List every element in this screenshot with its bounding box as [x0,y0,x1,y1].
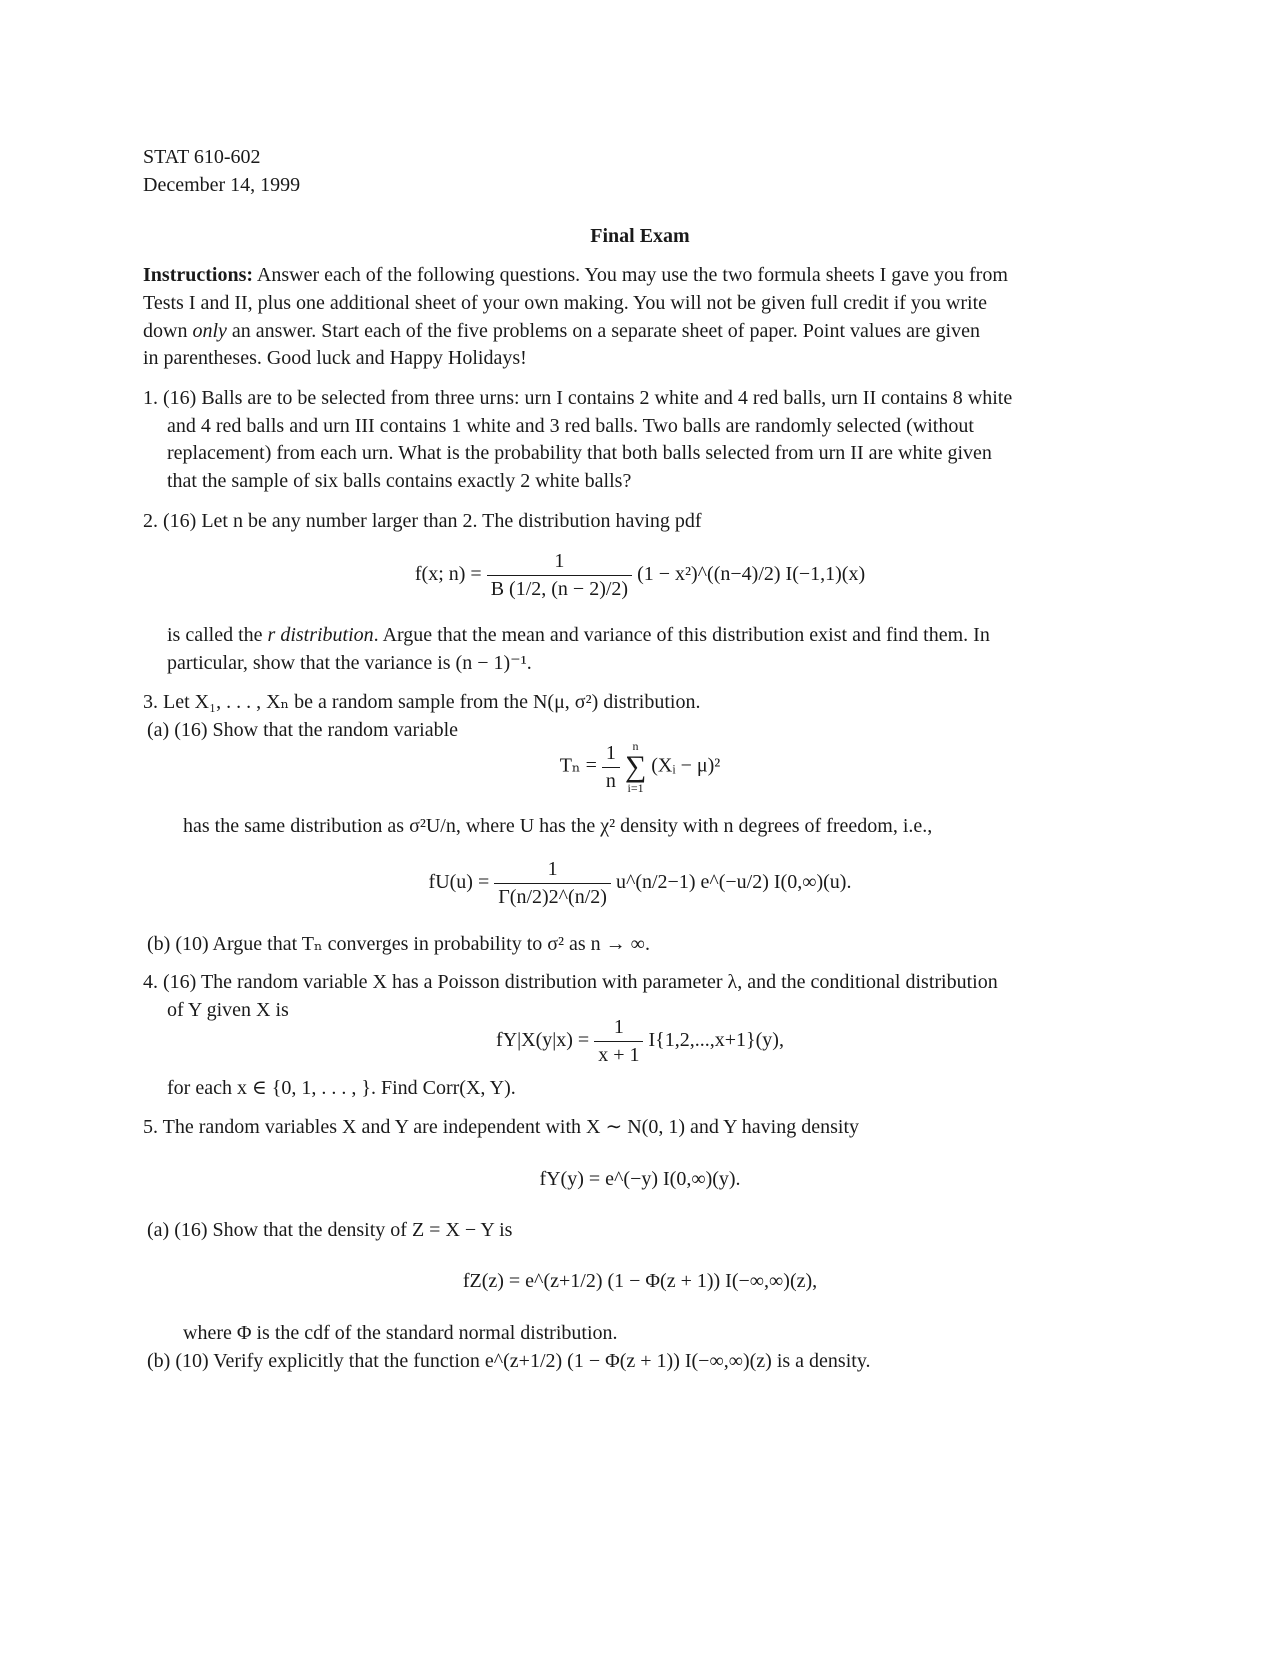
problem-3-line-1: 3. Let X₁, . . . , Xₙ be a random sample from the N(μ, σ²) distribution. [143,691,701,713]
instructions-text-1: Answer each of the following questions. You may use the two formula sheets I gave you from [256,264,1008,286]
problem-5-line-1: 5. The random variables X and Y are independent with X ∼ N(0, 1) and Y having density [143,1116,860,1138]
instructions-text-3a: down [143,320,193,342]
problem-1-line-2: and 4 red balls and urn III contains 1 white and 3 red balls. Two balls are randomly selected (without [167,415,974,437]
problem-2-line-1: 2. (16) Let n be any number larger than 2. The distribution having pdf [143,510,702,532]
problem-3-equation-2 [0,858,1280,909]
eq-denominator: Γ(n/2)2^(n/2) [498,886,607,908]
problem-3a-line-2: has the same distribution as σ²U/n, where U has the χ² density with n degrees of freedom, i.e., [183,815,933,837]
problem-5b-line: (b) (10) Verify explicitly that the function e^(z+1/2) (1 − Φ(z + 1)) I(−∞,∞)(z) is a density. [147,1350,871,1372]
eq-fraction [487,550,632,601]
eq-fraction [594,1016,643,1067]
problem-1-line-1: 1. (16) Balls are to be selected from three urns: urn I contains 2 white and 4 red balls, urn II contains 8 white [143,387,1013,409]
instructions-line-1 [143,264,1280,286]
exam-title: Final Exam [590,225,690,247]
instructions-label: Instructions: [143,264,254,286]
problem-2-line-3: particular, show that the variance is (n − 1)⁻¹. [167,652,532,674]
course-code: STAT 610-602 [143,146,261,168]
eq-numerator: 1 [487,550,632,576]
problem-3a-line-1: (a) (16) Show that the random variable [147,719,459,741]
problem-4-line-3: for each x ∈ {0, 1, . . . , }. Find Corr(X, Y). [167,1077,516,1099]
problem-5-equation-1: fY(y) = e^(−y) I(0,∞)(y). [539,1168,741,1190]
problem-2-line-2 [167,624,1280,646]
eq-lhs: Tₙ = [559,754,597,777]
problem-5a-line-2: where Φ is the cdf of the standard normal distribution. [183,1322,618,1344]
problem-2-text-b: . Argue that the mean and variance of this distribution exist and find them. In [373,624,990,646]
eq-rhs: I{1,2,...,x+1}(y), [648,1029,784,1052]
eq-lhs: fU(u) = [428,871,490,894]
problem-5a-line: (a) (16) Show that the density of Z = X − Y is [147,1219,513,1241]
problem-4-line-2: of Y given X is [167,999,289,1021]
eq-lhs: f(x; n) = [414,563,482,586]
problem-4-equation [0,1016,1280,1067]
eq-lhs: fY|X(y|x) = [496,1029,590,1052]
problem-1-line-3: replacement) from each urn. What is the probability that both balls selected from urn II are white given [167,442,992,464]
sum-upper-limit: n [632,739,639,753]
eq-numerator: 1 [494,858,611,884]
sigma-icon: ∑ [624,750,647,783]
instructions-line-4: in parentheses. Good luck and Happy Holidays! [143,347,527,369]
problem-3b-line: (b) (10) Argue that Tₙ converges in probability to σ² as n → ∞. [147,933,650,955]
eq-rhs: (Xᵢ − μ)² [651,754,721,777]
sum-symbol [625,740,646,794]
eq-denominator: B (1/2, (n − 2)/2) [490,578,629,600]
eq-fraction [602,742,620,793]
problem-2-equation [0,550,1280,601]
instructions-text-3b: an answer. Start each of the five problems on a separate sheet of paper. Point values are given [226,320,980,342]
problem-3-equation-1 [0,740,1280,794]
eq-denominator: x + 1 [598,1044,640,1066]
problem-4-line-1: 4. (16) The random variable X has a Poisson distribution with parameter λ, and the conditional distribution [143,971,998,993]
eq-numerator: 1 [594,1016,643,1042]
eq-numerator: 1 [602,742,620,768]
sum-lower-limit: i=1 [627,781,644,795]
exam-date: December 14, 1999 [143,174,301,196]
problem-2-emphasis: r distribution [267,624,374,646]
instructions-line-2: Tests I and II, plus one additional sheet of your own making. You will not be given full credit if you write [143,292,988,314]
instructions-emphasis: only [192,320,227,342]
eq-fraction [494,858,611,909]
problem-5-equation-2: fZ(z) = e^(z+1/2) (1 − Φ(z + 1)) I(−∞,∞)(z), [462,1270,818,1292]
problem-2-text-a: is called the [167,624,268,646]
eq-denominator: n [605,769,616,792]
problem-1-line-4: that the sample of six balls contains exactly 2 white balls? [167,470,632,492]
instructions-line-3 [143,320,1280,342]
eq-rhs: (1 − x²)^((n−4)/2) I(−1,1)(x) [637,563,866,586]
eq-rhs: u^(n/2−1) e^(−u/2) I(0,∞)(u). [615,871,852,894]
